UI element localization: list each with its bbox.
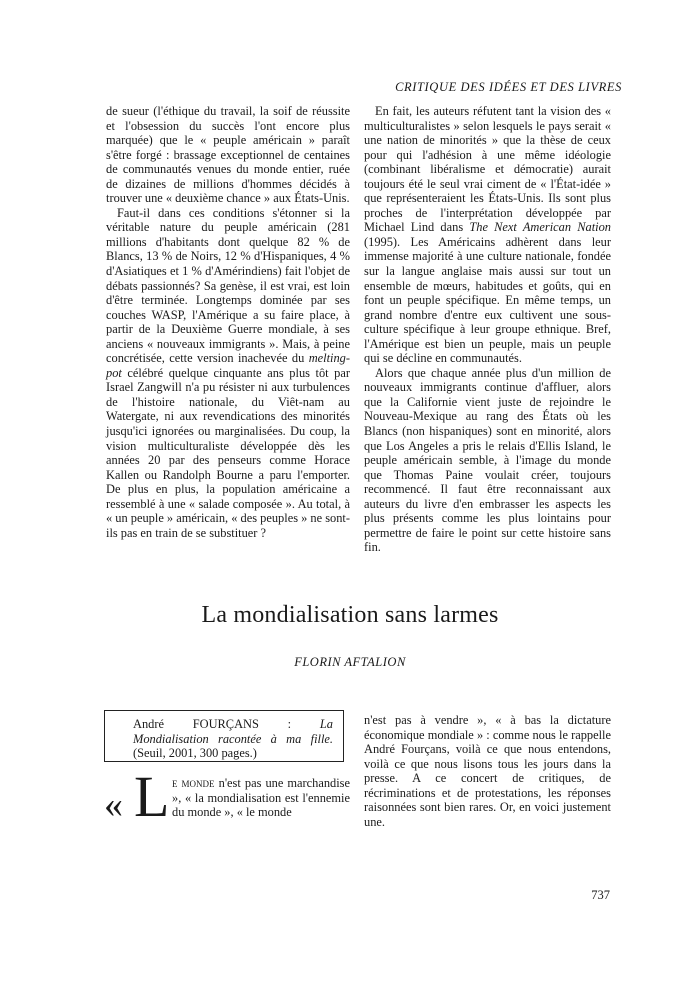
italic-term: melting-pot [106, 351, 350, 380]
right-column-lower [364, 713, 611, 829]
book-reference [105, 717, 343, 761]
page-number: 737 [591, 888, 610, 902]
paragraph-text: n'est pas une marchandise », « la mondialisation est l'ennemie du monde », « le monde [172, 776, 351, 820]
small-caps-text: e monde [172, 776, 215, 790]
opening-text [172, 776, 350, 820]
opening-guillemet: « [104, 784, 123, 826]
paragraph: de sueur (l'éthique du travail, la soif de réussite et l'obsession du succès l'ont encore plus marquée) que le « peuple américain » paraît s'être forgé : brassage exceptionnel de centaines de communautés venues du monde entier, ruée de dizaines de millions d'hommes décidés à trouver une « deuxième chance » aux États-Unis. [106, 104, 350, 206]
article-author: FLORIN AFTALION [294, 655, 406, 669]
book-details: (Seuil, 2001, 300 pages.) [133, 746, 257, 760]
paragraph-text: célébré quelque cinquante ans plus tôt par Israel Zangwill n'a pu résister ni aux turbulences de l'histoire nationale, du Viêt-nam au Watergate, ni aux revendications des minorités jusqu'ici ignorées ou marginalisées. Du coup, la vision multiculturaliste développée dès les années 20 par des penseurs comme Horace Kallen ou Randolph Bourne a paru l'emporter. De plus en plus, la population américaine a ressemblé à une « salade composée ». Au total, à « un peuple » américain, « des peuples » ne sont-ils pas en train de se substituer ? [106, 365, 350, 540]
book-author: André FOURÇANS : [133, 717, 320, 731]
running-head: CRITIQUE DES IDÉES ET DES LIVRES [395, 80, 622, 94]
paragraph-text: (1995). Les Américains adhèrent dans leur immense majorité à une culture nationale, fondée sur la langue anglaise mais aussi sur tout un ensemble de mœurs, habitudes et goûts, qui en font un peuple spécifique. En même temps, un grand nombre d'entre eux cultivent une sous-culture spécifique à leur groupe ethnique. Bref, l'Amérique est bien un peuple, mais un peuple qui se décline en communautés. [364, 234, 611, 366]
left-column [106, 104, 350, 540]
paragraph [364, 104, 611, 366]
right-column [364, 104, 611, 555]
article-title: La mondialisation sans larmes [201, 602, 499, 628]
paragraph: Alors que chaque année plus d'un million de nouveaux immigrants continue d'affluer, alors que la Californie vient juste de rejoindre le Nouveau-Mexique au rang des États où les Blancs (non hispaniques) sont en minorité, alors que Los Angeles a pris le relais d'Ellis Island, le peuple américain semble, à l'image du monde que Thomas Paine voulait créer, toujours recommencé. Il faut être reconnaissant aux auteurs du livre d'en embrasser les aspects les plus présents comme les plus lointains pour permettre de faire le point sur cette histoire sans fin. [364, 365, 611, 555]
book-reference-box [104, 710, 344, 762]
paragraph: n'est pas à vendre », « à bas la dictature économique mondiale » : comme nous le rappelle André Fourçans, voilà ce que nous entendons, voilà ce que nous lisons tous les jours dans la presse. A ce concert de critiques, de récriminations et de protestations, les réponses raisonnées sont bien rares. Or, en voici justement une. [364, 713, 611, 829]
paragraph-text: Faut-il dans ces conditions s'étonner si la véritable nature du peuple américain (281 millions d'habitants dont quelque 82 % de Blancs, 13 % de Noirs, 12 % d'Hispaniques, 4 % d'Asiatiques et 1 % d'Amérindiens) fait l'objet de débats passionnés? Sa genèse, il est vrai, est loin d'être terminée. Longtemps dominée par ses couches WASP, l'Amérique a su faire place, à partir de la Deuxième Guerre mondiale, à ses anciens « nouveaux immigrants ». Mais, à peine concrétisée, cette version inachevée du [106, 205, 350, 366]
italic-book-title: The Next American Nation [469, 220, 611, 235]
paragraph [106, 206, 350, 541]
paragraph-text: En fait, les auteurs réfutent tant la vision des « multiculturalistes » selon lesquels le pays serait « une nation de minorités » que la thèse de ceux pour qui l'adhésion à une même idéologie (combinant libéralisme et démocratie) aurait toujours été le seul vrai ciment de « l'État-idée » que représenteraient les États-Unis. Ils sont plus proches de l'interprétation développée par Michael Lind dans [364, 104, 611, 235]
drop-cap: L [134, 764, 170, 829]
opening-paragraph [104, 764, 351, 832]
book-title: La Mondialisation racontée à ma fille. [133, 717, 333, 746]
